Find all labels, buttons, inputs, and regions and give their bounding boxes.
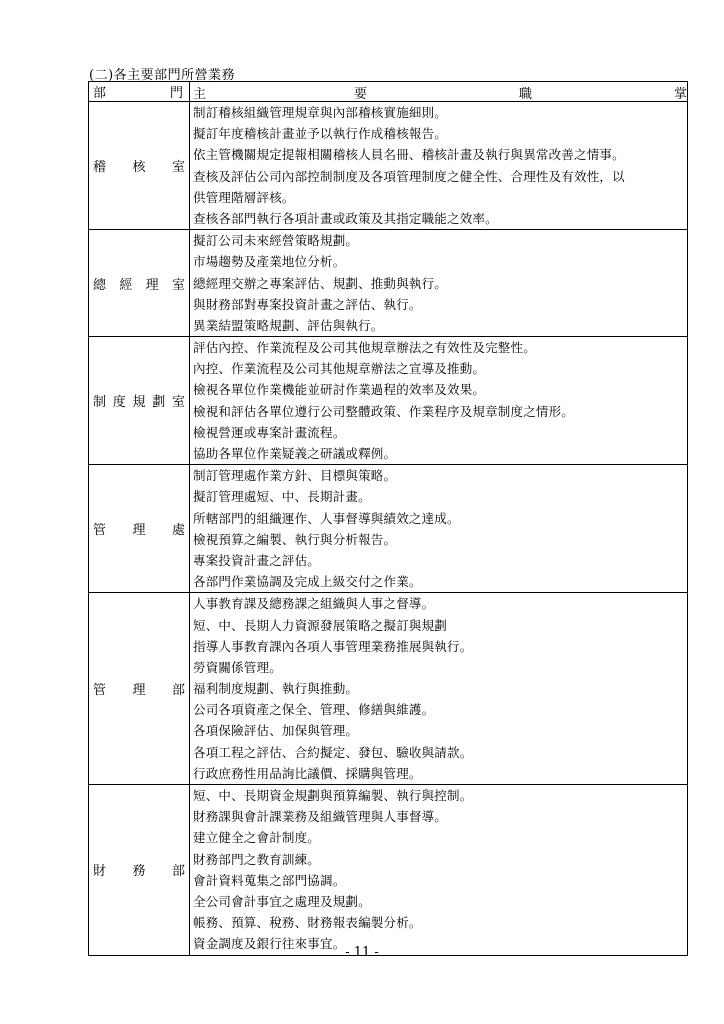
department-name-char: 劃 (152, 395, 166, 411)
section-title: (二)各主要部門所營業務 (89, 68, 236, 83)
department-name-cell (89, 465, 190, 593)
header-duty-char: 掌 (674, 87, 688, 102)
department-duties-cell (190, 102, 688, 230)
department-name-cell (89, 230, 190, 337)
department-name-char: 經 (119, 277, 133, 293)
duty-item: 會計資料蒐集之部門協調。 (193, 872, 346, 888)
duty-item: 財務課與會計課業務及組織管理與人事督導。 (193, 809, 448, 825)
header-dept-char: 部 (93, 86, 107, 101)
duty-item: 檢視營運或專案計畫流程。 (193, 424, 346, 440)
department-row (89, 465, 688, 593)
duty-item: 擬訂年度稽核計畫並予以執行作成稽核報告。 (193, 126, 448, 142)
department-name-cell (89, 337, 190, 465)
duty-item: 各部門作業協調及完成上級交付之作業。 (193, 574, 422, 590)
header-duties (190, 82, 688, 102)
duty-item: 人事教育課及總務課之組織與人事之督導。 (193, 596, 435, 612)
duty-item: 短、中、長期人力資源發展策略之擬訂與規劃 (193, 617, 448, 633)
department-row (89, 785, 688, 956)
duty-item: 檢視和評估各單位遵行公司整體政策、作業程序及規章制度之情形。 (193, 403, 575, 419)
department-row (89, 337, 688, 465)
department-name-char: 室 (171, 277, 185, 293)
duty-item: 公司各項資產之保全、管理、修繕與維護。 (193, 702, 435, 718)
duty-item: 擬訂管理處短、中、長期計畫。 (193, 489, 371, 505)
duty-item: 檢視預算之編製、執行與分析報告。 (193, 531, 397, 547)
department-duties-cell (190, 230, 688, 337)
duty-item: 異業結盟策略規劃、評估與執行。 (193, 317, 384, 333)
department-duties-table (88, 81, 688, 956)
duty-item: 所轄部門的組織運作、人事督導與績效之達成。 (193, 510, 460, 526)
department-name (89, 156, 189, 175)
page-number: - 11 - (345, 945, 379, 960)
department-duties-cell (190, 785, 688, 956)
duty-item: 擬訂公司未來經營策略規劃。 (193, 233, 359, 249)
department-name-char: 室 (171, 395, 185, 411)
duty-item: 勞資關係管理。 (193, 659, 282, 675)
department-name-cell (89, 102, 190, 230)
department-name-char: 理 (132, 683, 146, 699)
department-name-char: 部 (171, 683, 185, 699)
duty-item: 查核各部門執行各項計畫或政策及其指定職能之效率。 (193, 210, 498, 226)
duty-item: 專案投資計畫之評估。 (193, 552, 321, 568)
duty-item: 協助各單位作業疑義之研議或釋例。 (193, 446, 397, 461)
duty-item: 查核及評估公司內部控制制度及各項管理制度之健全性、合理性及有效性，以 (193, 168, 625, 184)
duty-item: 全公司會計事宜之處理及規劃。 (193, 893, 371, 909)
header-dept-char: 門 (169, 86, 183, 101)
department-name-char: 理 (132, 523, 146, 539)
duty-item: 財務部門之教育訓練。 (193, 851, 321, 867)
header-duty-char: 主 (193, 87, 207, 102)
duty-item: 行政庶務性用品詢比議價、採購與管理。 (193, 765, 422, 781)
department-name-char: 度 (112, 395, 126, 411)
duty-item: 建立健全之會計制度。 (193, 830, 321, 846)
department-name-cell (89, 593, 190, 785)
department-name-cell (89, 785, 190, 956)
department-name-char: 財 (93, 864, 107, 880)
department-name-char: 總 (93, 277, 107, 293)
duty-item: 供管理階層評核。 (193, 189, 295, 205)
header-duty-char: 要 (354, 87, 368, 102)
department-name-char: 稽 (93, 160, 107, 176)
duty-item: 檢視各單位作業機能並研討作業過程的效率及效果。 (193, 382, 486, 398)
duty-item: 與財務部對專案投資計畫之評估、執行。 (193, 296, 422, 312)
duty-item: 各項工程之評估、合約擬定、發包、驗收與請款。 (193, 744, 473, 760)
duty-item: 短、中、長期資金規劃與預算編製、執行與控制。 (193, 788, 473, 803)
department-name (89, 519, 189, 538)
duty-item: 帳務、預算、稅務、財務報表編製分析。 (193, 915, 422, 931)
department-name-char: 制 (93, 395, 107, 411)
department-name-char: 管 (93, 523, 107, 539)
duty-item: 評估內控、作業流程及公司其他規章辦法之有效性及完整性。 (193, 340, 536, 356)
department-duties-cell (190, 465, 688, 593)
department-name (89, 391, 189, 410)
duty-item: 制訂管理處作業方針、目標與策略。 (193, 468, 397, 484)
department-name (89, 274, 189, 293)
department-duties-cell (190, 337, 688, 465)
table-header-row (89, 82, 688, 102)
duty-item: 依主管機關規定提報相關稽核人員名冊、稽核計畫及執行與異常改善之情事。 (193, 147, 625, 163)
duty-item: 福利制度規劃、執行與推動。 (193, 681, 359, 697)
duty-item: 總經理交辦之專案評估、規劃、推動與執行。 (193, 275, 448, 291)
department-name (89, 679, 189, 698)
department-name-char: 理 (145, 277, 159, 293)
duty-item: 各項保險評估、加保與管理。 (193, 723, 359, 739)
header-duty-char: 職 (519, 87, 533, 102)
department-name-char: 部 (171, 864, 185, 880)
duty-item: 制訂稽核組織管理規章與內部稽核實施細則。 (193, 105, 448, 120)
duty-item: 指導人事教育課內各項人事管理業務推展與執行。 (193, 638, 473, 654)
department-name-char: 核 (132, 160, 146, 176)
duty-item: 資金調度及銀行往來事宜。 (193, 936, 346, 952)
department-name-char: 規 (132, 395, 146, 411)
department-name-char: 處 (171, 523, 185, 539)
department-row (89, 593, 688, 785)
department-name-char: 室 (171, 160, 185, 176)
department-name-char: 務 (132, 864, 146, 880)
department-row (89, 102, 688, 230)
duty-item: 內控、作業流程及公司其他規章辦法之宣導及推動。 (193, 361, 486, 377)
department-name-char: 管 (93, 683, 107, 699)
department-name (89, 860, 189, 879)
department-duties-cell (190, 593, 688, 785)
header-department (89, 82, 190, 102)
duty-item: 市場趨勢及產業地位分析。 (193, 254, 346, 270)
department-row (89, 230, 688, 337)
